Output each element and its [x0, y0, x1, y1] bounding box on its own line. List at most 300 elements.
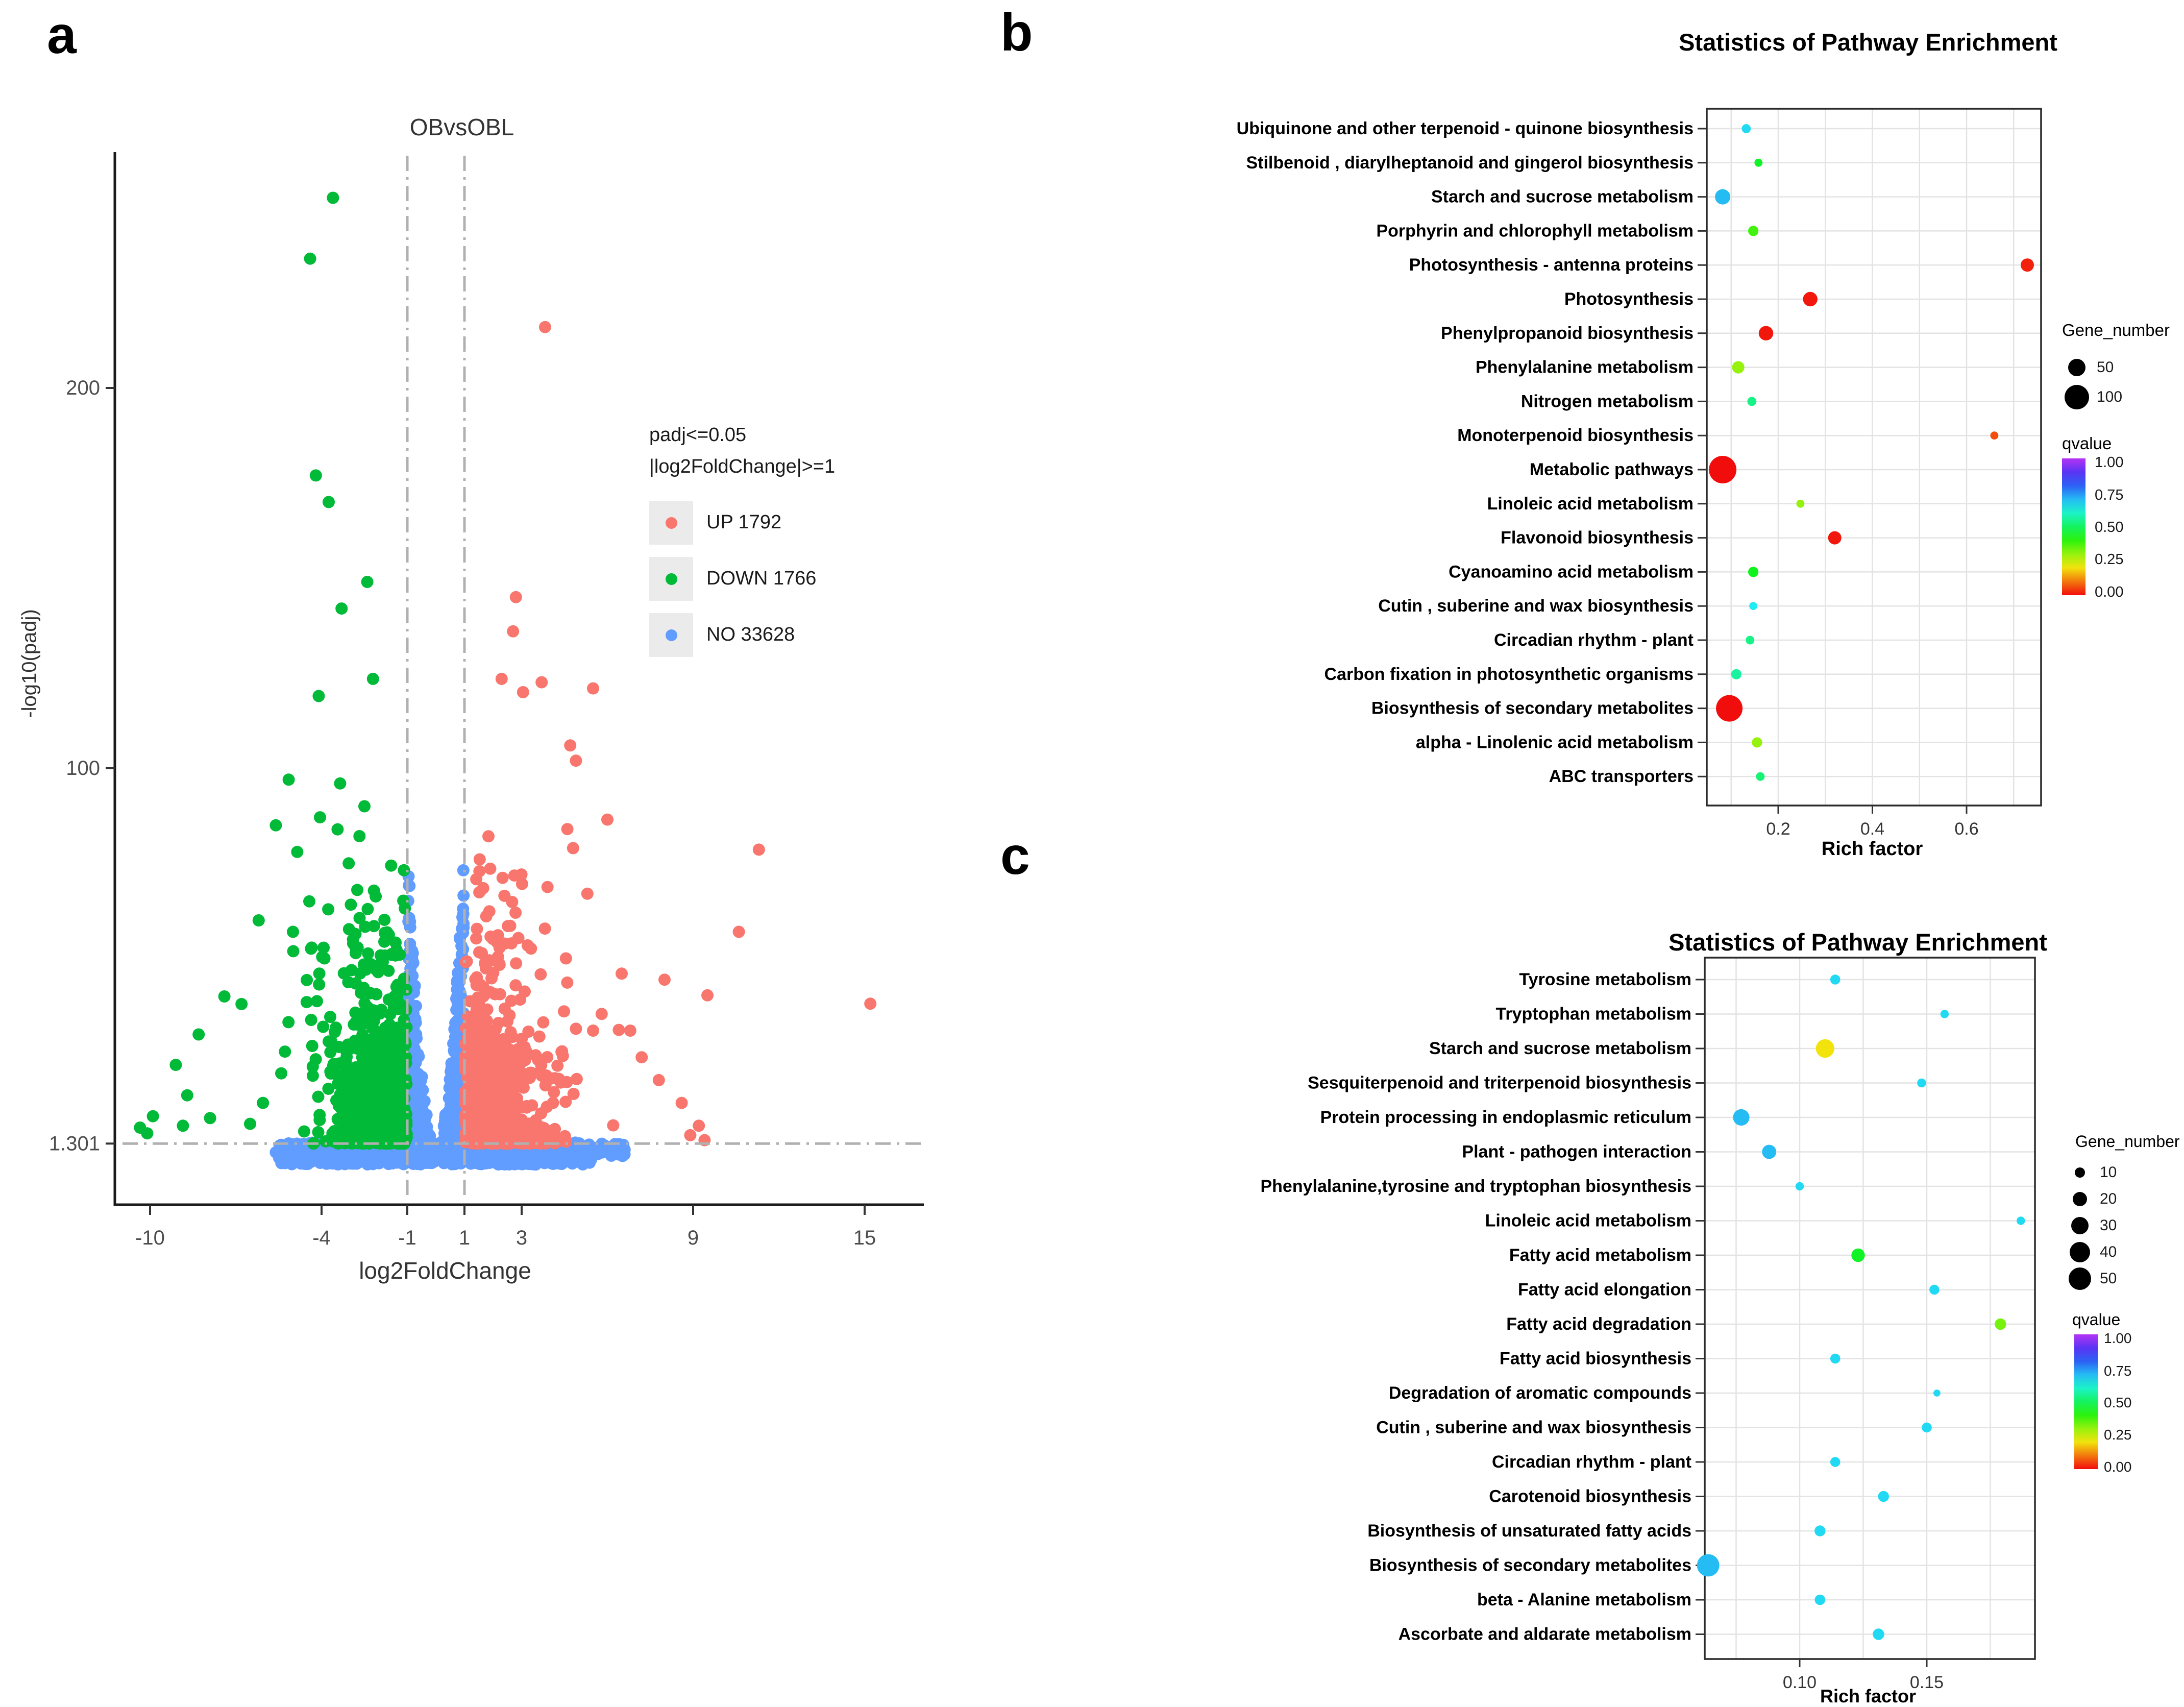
gene-number-legend-items — [2065, 1159, 2184, 1292]
volcano-legend-threshold-lfc: |log2FoldChange|>=1 — [649, 455, 836, 477]
pathway-label: Starch and sucrose metabolism — [1429, 1039, 1691, 1058]
volcano-point — [607, 1119, 619, 1132]
volcano-outlier-down — [318, 953, 331, 965]
volcano-point — [482, 830, 495, 842]
volcano-outlier-down — [351, 884, 363, 896]
gene-size-label: 50 — [2100, 1270, 2117, 1287]
x-tick-label: -4 — [312, 1227, 331, 1249]
qvalue-legend-bar-wrap — [2074, 1330, 2184, 1487]
bubble-point — [1697, 1554, 1720, 1577]
pathway-label: Starch and sucrose metabolism — [1431, 187, 1694, 207]
legend-item-label: NO 33628 — [706, 624, 795, 646]
volcano-point — [301, 974, 313, 986]
volcano-point — [307, 1069, 319, 1082]
volcano-outlier-down — [192, 1029, 205, 1041]
volcano-point — [473, 946, 485, 959]
volcano-point — [479, 1049, 491, 1061]
panel-c-plot — [1260, 958, 2035, 1692]
bubble-point — [1746, 636, 1754, 645]
volcano-outlier-up — [570, 1022, 582, 1035]
size-dot-icon — [2071, 1217, 2089, 1234]
volcano-point — [287, 945, 300, 957]
volcano-point — [477, 1021, 489, 1034]
volcano-outlier-up — [510, 591, 522, 603]
volcano-point — [545, 1135, 557, 1148]
volcano-point — [383, 929, 395, 941]
volcano-point — [392, 1102, 404, 1114]
volcano-point — [378, 914, 390, 926]
volcano-point — [568, 1088, 580, 1100]
qvalue-tick-label: 0.75 — [2104, 1363, 2132, 1379]
bubble-point — [1830, 1457, 1841, 1467]
volcano-point — [303, 895, 315, 908]
volcano-x-axis-label: log2FoldChange — [359, 1257, 531, 1284]
y-tick-label: 200 — [66, 377, 100, 399]
pathway-label: Nitrogen metabolism — [1520, 392, 1694, 411]
bubble-point — [1715, 189, 1730, 205]
panel-b-legend — [2062, 321, 2184, 612]
volcano-point — [484, 931, 497, 943]
size-dot-icon — [2068, 359, 2085, 376]
panel-b-title: Statistics of Pathway Enrichment — [1679, 29, 2057, 56]
pathway-label: Fatty acid degradation — [1506, 1314, 1691, 1334]
volcano-outlier-up — [601, 814, 614, 826]
pathway-label: Phenylpropanoid biosynthesis — [1441, 323, 1694, 343]
legend-swatch — [649, 613, 693, 657]
gene-size-item — [2062, 354, 2184, 381]
bubble-point — [1816, 1039, 1834, 1058]
volcano-point — [328, 1125, 340, 1137]
pathway-label: beta - Alanine metabolism — [1477, 1590, 1691, 1610]
volcano-point — [374, 1097, 386, 1109]
volcano-point — [313, 979, 325, 991]
x-tick-label: 0.10 — [1782, 1673, 1817, 1692]
volcano-point — [420, 1155, 432, 1167]
bubble-point — [1748, 567, 1758, 577]
volcano-legend-threshold-padj: padj<=0.05 — [649, 424, 747, 446]
bubble-point — [1830, 1354, 1841, 1364]
qvalue-colorbar — [2074, 1334, 2098, 1469]
volcano-point — [366, 1068, 379, 1081]
volcano-point — [373, 1057, 385, 1069]
bubble-point — [1991, 431, 1999, 440]
qvalue-tick-label: 0.25 — [2104, 1427, 2132, 1443]
qvalue-legend-title: qvalue — [2072, 1310, 2121, 1329]
bubble-point — [1731, 669, 1741, 679]
volcano-outlier-down — [304, 253, 316, 265]
volcano-point — [526, 1099, 538, 1111]
volcano-point — [488, 1115, 501, 1128]
volcano-point — [362, 947, 374, 960]
pathway-label: Fatty acid elongation — [1517, 1280, 1691, 1300]
volcano-outlier-up — [676, 1097, 688, 1109]
pathway-label: Carotenoid biosynthesis — [1489, 1486, 1691, 1506]
volcano-outlier-down — [361, 576, 374, 588]
volcano-outlier-up — [658, 973, 671, 986]
pathway-label: Tyrosine metabolism — [1519, 970, 1691, 989]
bubble-point — [1749, 602, 1757, 610]
volcano-point — [384, 1008, 397, 1020]
volcano-outlier-down — [287, 925, 299, 938]
volcano-point — [312, 1091, 325, 1103]
volcano-point — [362, 1109, 374, 1121]
volcano-outlier-up — [612, 1024, 625, 1036]
volcano-point — [504, 920, 517, 932]
volcano-point — [310, 1151, 322, 1163]
pathway-label: alpha - Linolenic acid metabolism — [1415, 733, 1694, 752]
volcano-outlier-up — [624, 1025, 636, 1037]
x-tick-label: 0.4 — [1860, 819, 1885, 839]
volcano-point — [474, 853, 486, 866]
volcano-point — [465, 1024, 477, 1036]
volcano-point — [394, 1115, 406, 1127]
volcano-point — [305, 1014, 317, 1026]
volcano-point — [400, 984, 412, 996]
gene-size-item — [2062, 381, 2184, 413]
volcano-outlier-down — [141, 1127, 153, 1139]
volcano-point — [381, 1033, 394, 1045]
volcano-outlier-up — [564, 739, 576, 751]
volcano-outlier-down — [310, 469, 322, 481]
volcano-point — [598, 1139, 610, 1152]
volcano-point — [560, 1136, 572, 1148]
volcano-title: OBvsOBL — [409, 114, 514, 140]
volcano-outlier-up — [616, 967, 628, 980]
bubble-point — [1754, 159, 1762, 167]
pathway-label: Flavonoid biosynthesis — [1501, 528, 1694, 548]
volcano-outlier-down — [334, 777, 346, 790]
volcano-outlier-up — [653, 1074, 665, 1086]
volcano-outlier-down — [244, 1118, 256, 1130]
pathway-label: Fatty acid metabolism — [1509, 1246, 1691, 1265]
volcano-point — [445, 1112, 457, 1125]
volcano-points-down — [134, 192, 412, 1150]
x-tick-label: 0.6 — [1954, 819, 1979, 839]
volcano-outlier-up — [635, 1051, 648, 1063]
bubble-point — [1941, 1010, 1949, 1018]
qvalue-tick-label: 0.50 — [2104, 1395, 2132, 1410]
pathway-label: Biosynthesis of unsaturated fatty acids — [1367, 1521, 1691, 1541]
volcano-point — [322, 903, 334, 915]
qvalue-tick-label: 1.00 — [2095, 454, 2124, 471]
pathway-label: Phenylalanine metabolism — [1475, 357, 1694, 377]
panel-c-legend — [2065, 1132, 2184, 1487]
bubble-point — [1747, 397, 1756, 406]
volcano-outlier-up — [570, 754, 582, 767]
volcano-point — [269, 1146, 282, 1158]
volcano-outlier-down — [169, 1059, 182, 1071]
qvalue-tick-label: 0.00 — [2095, 584, 2124, 600]
volcano-legend-items — [649, 501, 835, 657]
volcano-point — [494, 988, 506, 1001]
volcano-point — [379, 949, 391, 962]
volcano-point — [306, 1040, 318, 1052]
y-tick-label: 1.301 — [48, 1132, 100, 1155]
volcano-point — [542, 881, 554, 893]
pathway-label: Linoleic acid metabolism — [1485, 1211, 1691, 1231]
volcano-point — [558, 1005, 570, 1017]
qvalue-tick-label: 1.00 — [2104, 1330, 2132, 1346]
volcano-point — [357, 1087, 369, 1100]
volcano-point — [495, 1047, 507, 1060]
bubble-point — [1815, 1595, 1826, 1605]
volcano-outlier-down — [253, 914, 265, 926]
bubble-point — [1878, 1491, 1889, 1502]
x-tick-label: 0.2 — [1766, 819, 1790, 839]
gene-size-label: 20 — [2100, 1190, 2117, 1207]
pathway-label: Stilbenoid , diarylheptanoid and gingerol biosynthesis — [1246, 153, 1694, 173]
volcano-point — [279, 1045, 291, 1058]
bubble-point — [1732, 361, 1745, 374]
pathway-label: ABC transporters — [1549, 767, 1694, 787]
qvalue-tick-label: 0.50 — [2095, 519, 2124, 535]
bubble-point — [1797, 500, 1805, 508]
volcano-point — [492, 1154, 504, 1166]
bubble-point — [1733, 1109, 1749, 1126]
bubble-point — [1741, 124, 1751, 133]
volcano-point — [368, 885, 380, 897]
volcano-point — [558, 1151, 571, 1163]
volcano-point — [480, 910, 493, 922]
volcano-legend — [649, 420, 835, 669]
volcano-point — [388, 990, 401, 1003]
panel-c-title: Statistics of Pathway Enrichment — [1668, 929, 2047, 956]
volcano-point — [314, 811, 326, 823]
pathway-label: Sesquiterpenoid and triterpenoid biosynthesis — [1308, 1073, 1691, 1093]
qvalue-tick-label: 0.25 — [2095, 551, 2124, 568]
volcano-point — [313, 1109, 326, 1121]
gene-size-label: 100 — [2097, 388, 2123, 405]
bubble-point — [1748, 226, 1758, 236]
bubble-point — [1830, 974, 1841, 985]
volcano-outlier-down — [291, 846, 303, 858]
x-tick-label: 3 — [516, 1227, 528, 1249]
volcano-point — [535, 1069, 548, 1082]
pathway-label: Fatty acid biosynthesis — [1500, 1349, 1691, 1369]
volcano-point — [484, 863, 496, 875]
volcano-outlier-up — [560, 953, 572, 965]
no-dot-icon — [666, 629, 677, 641]
volcano-point — [619, 1148, 631, 1160]
volcano-point — [547, 1097, 559, 1109]
volcano-point — [385, 860, 397, 872]
volcano-point — [509, 1155, 522, 1167]
bubble-point — [1917, 1079, 1926, 1088]
volcano-point — [487, 967, 499, 979]
bubble-point — [1752, 737, 1762, 747]
volcano-point — [337, 1155, 350, 1167]
bubble-point — [1762, 1145, 1776, 1159]
pathway-label: Linoleic acid metabolism — [1487, 494, 1694, 514]
volcano-point — [373, 1125, 385, 1137]
volcano-point — [471, 923, 483, 935]
volcano-point — [322, 1083, 334, 1095]
x-tick-label: 9 — [687, 1227, 699, 1249]
volcano-point — [497, 872, 509, 884]
legend-item-label: DOWN 1766 — [706, 568, 817, 590]
volcano-point — [317, 942, 330, 954]
volcano-point — [324, 1011, 336, 1023]
volcano-outlier-down — [218, 990, 231, 1003]
volcano-point — [341, 1114, 354, 1126]
volcano-point — [494, 1087, 506, 1100]
bubble-point — [1716, 695, 1743, 722]
legend-swatch — [649, 501, 693, 545]
volcano-point — [499, 1121, 511, 1134]
volcano-outlier-down — [235, 998, 248, 1010]
volcano-point — [486, 1034, 499, 1046]
volcano-point — [336, 1071, 349, 1084]
volcano-point — [509, 907, 522, 919]
pathway-label: Protein processing in endoplasmic reticulum — [1320, 1108, 1691, 1127]
volcano-point — [509, 979, 522, 991]
legend-item-up — [649, 501, 835, 545]
volcano-outlier-down — [367, 673, 379, 685]
volcano-point — [354, 967, 366, 980]
volcano-point — [571, 1073, 583, 1085]
pathway-label: Cyanoamino acid metabolism — [1449, 562, 1694, 582]
pathway-label: Photosynthesis - antenna proteins — [1409, 255, 1694, 275]
volcano-outlier-up — [581, 888, 594, 900]
plot-background — [1707, 109, 2041, 806]
pathway-label: Biosynthesis of secondary metabolites — [1369, 1555, 1691, 1575]
volcano-outlier-up — [587, 1025, 599, 1037]
volcano-point — [533, 1031, 546, 1043]
volcano-point — [329, 1026, 341, 1038]
volcano-point — [476, 1123, 488, 1135]
pathway-label: Circadian rhythm - plant — [1491, 1452, 1691, 1472]
size-dot-icon — [2069, 1267, 2091, 1290]
volcano-point — [525, 942, 537, 955]
volcano-outlier-down — [358, 800, 371, 813]
volcano-point — [494, 942, 506, 954]
volcano-point — [355, 1019, 367, 1032]
volcano-outlier-down — [147, 1110, 159, 1123]
volcano-point — [430, 1152, 443, 1164]
volcano-outlier-down — [342, 857, 355, 869]
size-dot-icon — [2070, 1242, 2090, 1262]
volcano-point — [535, 1059, 547, 1071]
volcano-outlier-down — [177, 1119, 189, 1132]
volcano-point — [386, 1059, 398, 1071]
gene-number-legend-title: Gene_number — [2075, 1132, 2180, 1151]
pathway-label: Circadian rhythm - plant — [1493, 630, 1694, 650]
volcano-point — [534, 968, 547, 981]
bubble-point — [1929, 1285, 1940, 1295]
volcano-point — [317, 1021, 329, 1033]
volcano-point — [555, 1077, 567, 1089]
volcano-point — [472, 1010, 484, 1022]
legend-swatch — [649, 557, 693, 601]
bubble-point — [1828, 531, 1842, 545]
volcano-point — [467, 1086, 479, 1098]
volcano-outlier-up — [496, 673, 508, 685]
panel-b-x-axis-label: Rich factor — [1821, 838, 1923, 860]
volcano-outlier-up — [517, 686, 529, 698]
pathway-label: Cutin , suberine and wax biosynthesis — [1378, 596, 1694, 616]
volcano-point — [288, 1150, 300, 1162]
volcano-outlier-up — [684, 1129, 696, 1141]
gene-number-legend-title: Gene_number — [2062, 321, 2170, 339]
volcano-point — [370, 988, 382, 1001]
volcano-point — [354, 1034, 366, 1046]
volcano-point — [446, 1057, 458, 1069]
panel-c-x-axis-label: Rich factor — [1820, 1686, 1917, 1706]
volcano-point — [503, 1009, 516, 1021]
volcano-outlier-up — [567, 842, 579, 855]
volcano-point — [313, 967, 326, 980]
x-tick-label: -1 — [398, 1227, 416, 1249]
x-tick-label: 15 — [853, 1227, 876, 1249]
volcano-outlier-down — [327, 192, 339, 204]
volcano-point — [343, 1125, 355, 1137]
gene-size-label: 40 — [2100, 1243, 2117, 1260]
pathway-label: Biosynthesis of secondary metabolites — [1371, 698, 1694, 718]
pathway-label: Tryptophan metabolism — [1495, 1004, 1691, 1024]
volcano-point — [460, 956, 472, 968]
panel-c-letter: c — [1000, 826, 1030, 886]
volcano-point — [383, 1070, 395, 1083]
volcano-outlier-up — [561, 823, 574, 835]
pathway-label: Photosynthesis — [1564, 289, 1694, 309]
volcano-point — [282, 1016, 295, 1028]
volcano-point — [338, 967, 350, 980]
pathway-label: Degradation of aromatic compounds — [1388, 1383, 1691, 1403]
volcano-outlier-down — [312, 690, 325, 702]
volcano-point — [367, 1157, 379, 1169]
volcano-point — [311, 995, 323, 1007]
gene-size-item — [2065, 1265, 2184, 1292]
volcano-point — [353, 830, 365, 842]
bubble-point — [1709, 456, 1736, 483]
volcano-point — [524, 1067, 536, 1079]
pathway-label: Porphyrin and chlorophyll metabolism — [1376, 221, 1694, 241]
pathway-label: Ubiquinone and other terpenoid - quinone biosynthesis — [1236, 119, 1694, 138]
volcano-point — [522, 1026, 534, 1038]
gene-size-label: 10 — [2100, 1164, 2117, 1181]
volcano-point — [506, 1031, 519, 1043]
down-dot-icon — [666, 573, 677, 585]
volcano-point — [275, 1067, 287, 1080]
volcano-point — [471, 971, 483, 984]
y-tick-label: 100 — [66, 757, 100, 779]
volcano-point — [358, 1136, 370, 1148]
pathway-label: Plant - pathogen interaction — [1462, 1142, 1691, 1162]
volcano-point — [448, 1023, 460, 1035]
volcano-point — [516, 868, 528, 881]
volcano-point — [333, 1091, 346, 1103]
bubble-point — [1851, 1249, 1864, 1262]
gene-size-item — [2065, 1186, 2184, 1212]
qvalue-legend-title: qvalue — [2062, 434, 2112, 453]
volcano-point — [298, 1126, 310, 1138]
x-tick-label: -10 — [135, 1227, 165, 1249]
volcano-point — [310, 1053, 322, 1065]
gene-size-item — [2065, 1239, 2184, 1265]
x-tick-label: 1 — [458, 1227, 471, 1249]
volcano-point — [539, 922, 551, 935]
volcano-point — [526, 1123, 538, 1135]
volcano-point — [312, 1126, 325, 1138]
panel-b-plot — [1237, 109, 2041, 839]
volcano-point — [411, 1120, 423, 1133]
gene-size-item — [2065, 1212, 2184, 1239]
gene-size-item — [2065, 1159, 2184, 1186]
size-dot-icon — [2065, 385, 2089, 409]
bubble-point — [1759, 326, 1773, 340]
volcano-outlier-up — [535, 676, 548, 689]
volcano-outlier-down — [335, 602, 348, 615]
